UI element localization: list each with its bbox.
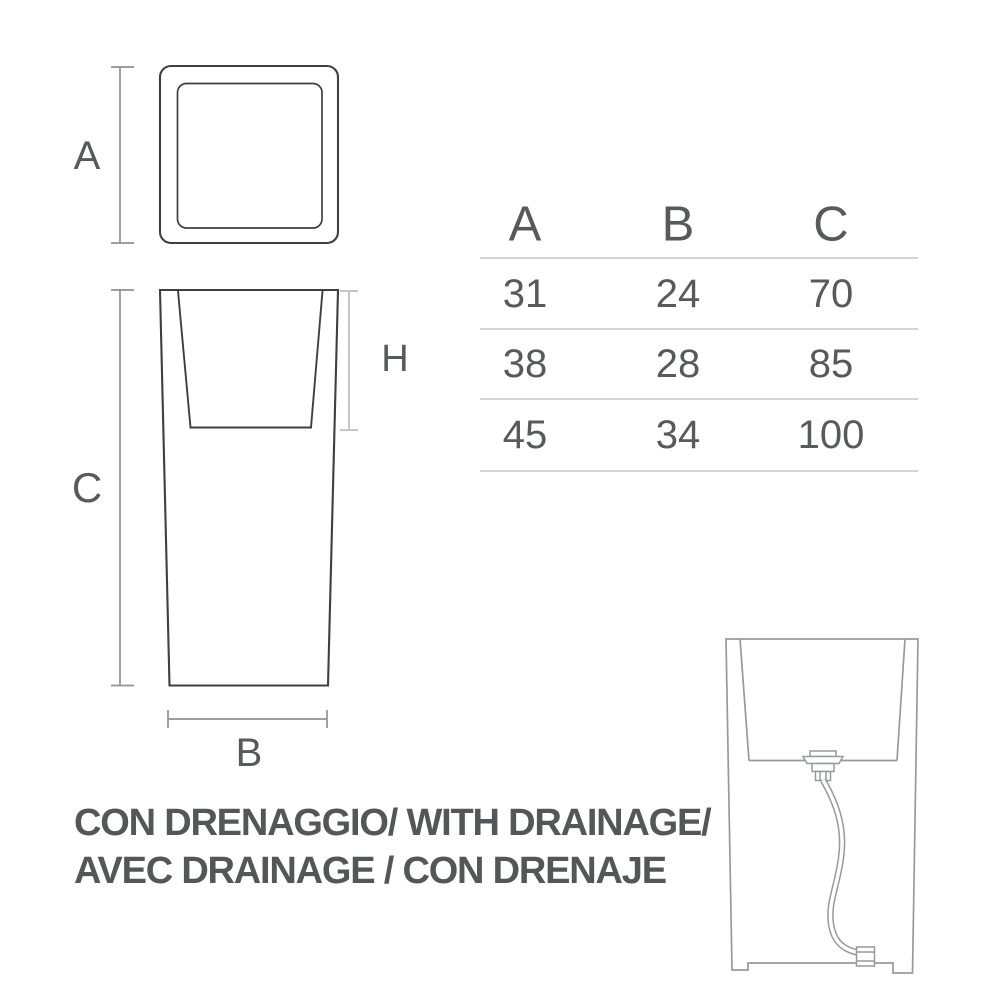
- drainage-caption-line2: AVEC DRAINAGE / CON DRENAJE: [74, 850, 666, 892]
- size-value: 85: [808, 342, 854, 386]
- size-value: 100: [797, 413, 865, 457]
- size-table-header-a: A: [508, 197, 542, 251]
- drainage-caption-line1: CON DRENAGGIO/ WITH DRAINAGE/: [74, 802, 711, 844]
- dimension-label-h: H: [381, 338, 409, 380]
- dimension-label-b: B: [235, 731, 263, 775]
- front-view-drawing: [160, 290, 338, 686]
- size-value: 45: [502, 413, 548, 457]
- size-value: 31: [502, 271, 548, 316]
- size-table-header-row: [480, 192, 918, 259]
- size-table-header-b: B: [661, 197, 695, 251]
- dimension-label-a: A: [73, 134, 101, 178]
- drain-tube: [823, 780, 861, 953]
- size-value: 28: [655, 342, 701, 386]
- drainage-caption: [74, 799, 754, 895]
- dimension-label-c: C: [71, 464, 103, 511]
- size-value: 38: [502, 342, 548, 386]
- size-value: 24: [655, 271, 701, 316]
- size-table-row-large: [480, 400, 918, 472]
- size-table-row-small: [480, 259, 918, 330]
- dimension-line-b: [168, 710, 327, 728]
- tube-end-fitting: [857, 947, 875, 966]
- drain-fitting: [803, 751, 843, 781]
- top-view-drawing: [160, 66, 338, 243]
- size-table: [480, 192, 918, 472]
- dimension-line-h: [340, 291, 358, 430]
- size-table-header-c: C: [813, 197, 849, 251]
- size-value: 70: [808, 271, 854, 316]
- size-value: 34: [655, 413, 701, 457]
- size-table-row-medium: [480, 330, 918, 400]
- cross-section-drawing: [726, 639, 918, 973]
